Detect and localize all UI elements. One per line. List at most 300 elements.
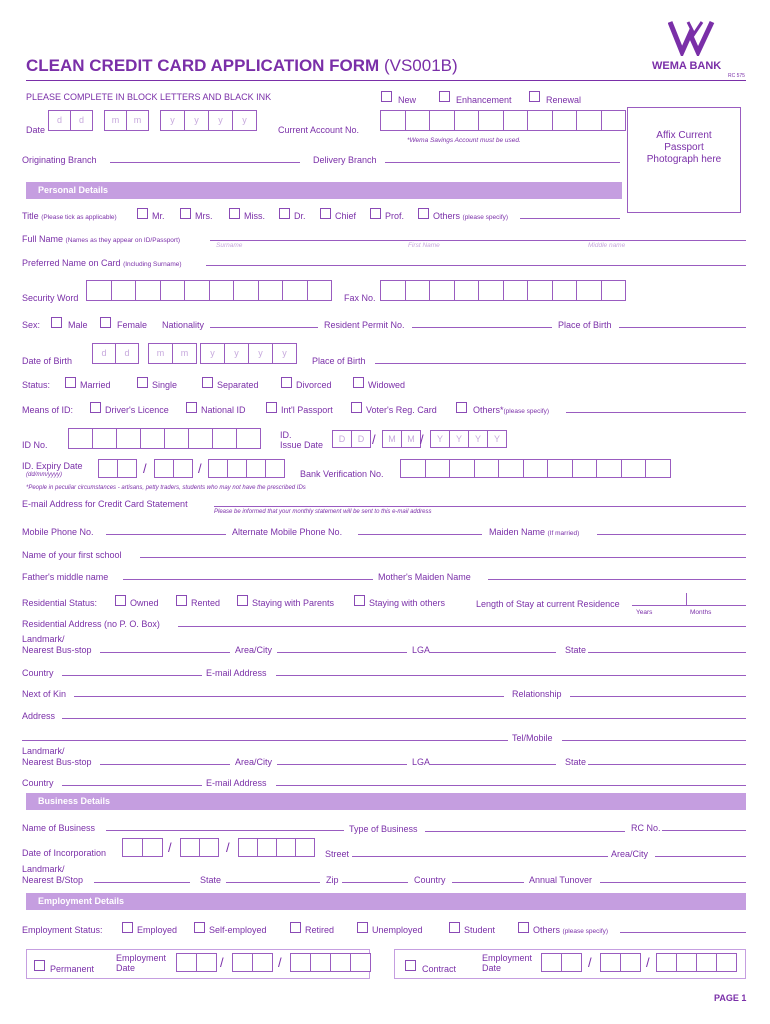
emp-others-label: Others (please specify) xyxy=(533,925,609,935)
title-others-field[interactable] xyxy=(520,218,620,219)
business-details-header: Business Details xyxy=(26,793,746,810)
residential-staying-with-parents-checkbox[interactable] xyxy=(237,595,248,606)
input-cell[interactable] xyxy=(620,953,641,972)
rc-label: RC No. xyxy=(631,823,661,833)
res-address-field[interactable] xyxy=(178,626,746,627)
means-id-label: Means of ID: xyxy=(22,405,74,415)
email-statement-field[interactable] xyxy=(214,506,746,507)
title-chief-checkbox[interactable] xyxy=(320,208,331,219)
new-checkbox[interactable] xyxy=(381,91,392,102)
status-option-label: Married xyxy=(80,380,111,390)
permanent-label: Permanent xyxy=(50,964,95,974)
employment-status-label: Employment Status: xyxy=(22,925,103,935)
input-cell[interactable] xyxy=(601,280,627,301)
bank-name: WEMA BANK xyxy=(652,60,722,72)
input-cell[interactable] xyxy=(258,280,284,301)
next-of-kin-label: Next of Kin xyxy=(22,689,67,699)
input-cell[interactable]: M xyxy=(401,430,421,448)
input-cell[interactable] xyxy=(330,953,351,972)
preferred-name-field[interactable] xyxy=(206,265,746,266)
date-separator: / xyxy=(168,840,172,855)
input-cell[interactable] xyxy=(596,459,622,478)
school-field[interactable] xyxy=(140,557,746,558)
date-label: Date xyxy=(26,125,46,135)
title-option-label: Miss. xyxy=(244,211,265,221)
people-note: *People in peculiar circumstances - artisans, petty traders, students who may not have the prescribed IDs xyxy=(26,485,306,491)
title-prof-checkbox[interactable] xyxy=(370,208,381,219)
input-cell[interactable]: m xyxy=(148,343,173,364)
email-field-1[interactable] xyxy=(276,675,746,676)
state-label-2: State xyxy=(565,757,587,767)
input-cell[interactable]: m xyxy=(126,110,149,131)
bank-rc: RC 575 xyxy=(728,73,745,79)
landmark-label-4: Nearest Bus-stop xyxy=(22,757,92,767)
title-option-label: Mr. xyxy=(152,211,165,221)
maiden-field[interactable] xyxy=(597,534,746,535)
length-stay-label: Length of Stay at current Residence xyxy=(476,599,620,609)
input-cell[interactable] xyxy=(425,459,451,478)
delivery-branch-field[interactable] xyxy=(385,162,620,163)
perm-emp-date-label-2: Date xyxy=(116,963,136,973)
input-cell[interactable] xyxy=(454,280,480,301)
input-cell[interactable] xyxy=(552,110,578,131)
tel-field[interactable] xyxy=(562,740,746,741)
lga-field-1[interactable] xyxy=(430,652,556,653)
years-label: Years xyxy=(636,609,653,616)
originating-branch-field[interactable] xyxy=(110,162,300,163)
input-cell[interactable] xyxy=(276,838,296,857)
input-cell[interactable] xyxy=(209,280,235,301)
date-separator: / xyxy=(372,432,376,447)
date-separator: / xyxy=(226,840,230,855)
first-name-hint: First Name xyxy=(408,242,440,249)
business-area-city-field[interactable] xyxy=(655,856,746,857)
page-title: CLEAN CREDIT CARD APPLICATION FORM (VS001B) xyxy=(26,56,458,75)
input-cell[interactable] xyxy=(527,110,553,131)
input-cell[interactable] xyxy=(523,459,549,478)
title-option-label: Prof. xyxy=(385,211,405,221)
input-cell[interactable]: d xyxy=(48,110,71,131)
input-cell[interactable] xyxy=(135,280,161,301)
input-cell[interactable] xyxy=(503,280,529,301)
landmark-field-2[interactable] xyxy=(100,764,230,765)
id-option-label: National ID xyxy=(201,405,246,415)
business-state-field[interactable] xyxy=(226,882,320,883)
emp-others-checkbox[interactable] xyxy=(518,922,529,933)
input-cell[interactable] xyxy=(140,428,165,449)
resident-permit-label: Resident Permit No. xyxy=(324,320,405,330)
input-cell[interactable]: y xyxy=(224,343,249,364)
input-cell[interactable]: M xyxy=(382,430,402,448)
input-cell[interactable] xyxy=(176,953,197,972)
date-separator: / xyxy=(278,955,282,970)
area-city-label-2: Area/City xyxy=(235,757,273,767)
input-cell[interactable] xyxy=(645,459,671,478)
id-option-label: Driver's Licence xyxy=(105,405,169,415)
email-field-2[interactable] xyxy=(276,785,746,786)
security-word-label: Security Word xyxy=(22,293,79,303)
employment-option-label: Employed xyxy=(137,925,178,935)
title-option-label: Chief xyxy=(335,211,357,221)
status-widowed-checkbox[interactable] xyxy=(353,377,364,388)
turnover-field[interactable] xyxy=(600,882,746,883)
id-voter-s-reg-card-checkbox[interactable] xyxy=(351,402,362,413)
input-cell[interactable] xyxy=(116,428,141,449)
id-expiry-label: ID. Expiry Date xyxy=(22,461,83,471)
enhancement-label: Enhancement xyxy=(456,95,512,105)
input-cell[interactable] xyxy=(122,838,143,857)
employment-option-label: Student xyxy=(464,925,496,935)
business-name-field[interactable] xyxy=(106,830,344,831)
residential-rented-checkbox[interactable] xyxy=(176,595,187,606)
wema-logo-icon xyxy=(668,18,720,56)
input-cell[interactable] xyxy=(600,953,621,972)
title-dr-checkbox[interactable] xyxy=(279,208,290,219)
employment-option-label: Self-employed xyxy=(209,925,267,935)
input-cell[interactable] xyxy=(290,953,311,972)
length-stay-field[interactable] xyxy=(632,605,746,606)
school-label: Name of your first school xyxy=(22,550,122,560)
residential-staying-with-others-checkbox[interactable] xyxy=(354,595,365,606)
input-cell[interactable] xyxy=(86,280,112,301)
address-label: Address xyxy=(22,711,56,721)
input-cell[interactable] xyxy=(236,428,261,449)
business-landmark-label-2: Nearest B/Stop xyxy=(22,875,84,885)
input-cell[interactable] xyxy=(552,280,578,301)
id-national-id-checkbox[interactable] xyxy=(186,402,197,413)
id-no-label: ID No. xyxy=(22,440,48,450)
input-cell[interactable] xyxy=(527,280,553,301)
date-separator: / xyxy=(646,955,650,970)
input-cell[interactable] xyxy=(576,110,602,131)
id-driver-s-licence-checkbox[interactable] xyxy=(90,402,101,413)
street-field[interactable] xyxy=(352,856,608,857)
status-single-checkbox[interactable] xyxy=(137,377,148,388)
input-cell[interactable] xyxy=(246,459,266,478)
tel-label: Tel/Mobile xyxy=(512,733,553,743)
input-cell[interactable]: y xyxy=(272,343,297,364)
residential-owned-checkbox[interactable] xyxy=(115,595,126,606)
alt-mobile-field[interactable] xyxy=(358,534,482,535)
input-cell[interactable] xyxy=(561,953,582,972)
input-cell[interactable]: y xyxy=(200,343,225,364)
business-type-field[interactable] xyxy=(425,831,625,832)
status-label: Status: xyxy=(22,380,51,390)
id-expiry-format: (dd/mm/yyyy) xyxy=(26,472,62,478)
account-note: *Wema Savings Account must be used. xyxy=(407,137,521,144)
place-of-birth-field-2[interactable] xyxy=(375,363,746,364)
input-cell[interactable] xyxy=(449,459,475,478)
input-cell[interactable]: m xyxy=(104,110,127,131)
status-option-label: Separated xyxy=(217,380,259,390)
employment-self-employed-checkbox[interactable] xyxy=(194,922,205,933)
state-label-1: State xyxy=(565,645,587,655)
input-cell[interactable] xyxy=(142,838,163,857)
input-cell[interactable]: Y xyxy=(449,430,469,448)
input-cell[interactable] xyxy=(454,110,480,131)
res-address-label: Residential Address (no P. O. Box) xyxy=(22,619,160,629)
place-of-birth-label-2: Place of Birth xyxy=(312,356,366,366)
area-city-field-1[interactable] xyxy=(277,652,407,653)
contract-emp-date-label-1: Employment xyxy=(482,953,533,963)
input-cell[interactable] xyxy=(199,838,219,857)
employment-option-label: Unemployed xyxy=(372,925,423,935)
input-cell[interactable] xyxy=(160,280,186,301)
delivery-branch-label: Delivery Branch xyxy=(313,155,377,165)
date-separator: / xyxy=(588,955,592,970)
female-label: Female xyxy=(117,320,148,330)
father-label: Father's middle name xyxy=(22,572,109,582)
input-cell[interactable] xyxy=(310,953,331,972)
input-cell[interactable] xyxy=(117,459,137,478)
current-account-label: Current Account No. xyxy=(278,125,360,135)
fax-label: Fax No. xyxy=(344,293,376,303)
instruction: PLEASE COMPLETE IN BLOCK LETTERS AND BLACK INK xyxy=(26,92,272,102)
business-country-label: Country xyxy=(414,875,446,885)
sex-label: Sex: xyxy=(22,320,41,330)
id-int-l-passport-checkbox[interactable] xyxy=(266,402,277,413)
employment-employed-checkbox[interactable] xyxy=(122,922,133,933)
status-option-label: Widowed xyxy=(368,380,406,390)
place-of-birth-field-1[interactable] xyxy=(619,327,746,328)
input-cell[interactable] xyxy=(676,953,697,972)
input-cell[interactable] xyxy=(196,953,217,972)
employment-option-label: Retired xyxy=(305,925,335,935)
perm-emp-date-label-1: Employment xyxy=(116,953,167,963)
input-cell[interactable]: y xyxy=(208,110,233,131)
bvn-label: Bank Verification No. xyxy=(300,469,384,479)
area-city-field-2[interactable] xyxy=(277,764,407,765)
input-cell[interactable]: Y xyxy=(487,430,507,448)
landmark-label-2: Nearest Bus-stop xyxy=(22,645,92,655)
input-cell[interactable] xyxy=(478,280,504,301)
input-cell[interactable]: d xyxy=(70,110,93,131)
input-cell[interactable] xyxy=(173,459,193,478)
input-cell[interactable] xyxy=(180,838,200,857)
resident-permit-field[interactable] xyxy=(412,327,552,328)
input-cell[interactable] xyxy=(380,280,406,301)
id-others-checkbox[interactable] xyxy=(456,402,467,413)
country-field-2[interactable] xyxy=(62,785,202,786)
input-cell[interactable] xyxy=(429,280,455,301)
input-cell[interactable] xyxy=(92,428,117,449)
input-cell[interactable] xyxy=(716,953,737,972)
input-cell[interactable] xyxy=(265,459,285,478)
status-option-label: Single xyxy=(152,380,178,390)
input-cell[interactable]: D xyxy=(332,430,352,448)
status-divorced-checkbox[interactable] xyxy=(281,377,292,388)
originating-branch-label: Originating Branch xyxy=(22,155,97,165)
date-separator: / xyxy=(420,432,424,447)
personal-details-header: Personal Details xyxy=(26,182,622,199)
input-cell[interactable] xyxy=(541,953,562,972)
input-cell[interactable] xyxy=(498,459,524,478)
input-cell[interactable] xyxy=(257,838,277,857)
residential-option-label: Staying with others xyxy=(369,598,446,608)
nationality-field[interactable] xyxy=(210,327,318,328)
relationship-label: Relationship xyxy=(512,689,562,699)
father-field[interactable] xyxy=(123,579,373,580)
input-cell[interactable]: y xyxy=(160,110,185,131)
incorporation-label: Date of Incorporation xyxy=(22,848,107,858)
relationship-field[interactable] xyxy=(570,696,746,697)
input-cell[interactable] xyxy=(233,280,259,301)
place-of-birth-label-1: Place of Birth xyxy=(558,320,612,330)
status-separated-checkbox[interactable] xyxy=(202,377,213,388)
input-cell[interactable] xyxy=(696,953,717,972)
employment-unemployed-checkbox[interactable] xyxy=(357,922,368,933)
status-married-checkbox[interactable] xyxy=(65,377,76,388)
title-option-label: Mrs. xyxy=(195,211,213,221)
permanent-checkbox[interactable] xyxy=(34,960,45,971)
male-label: Male xyxy=(68,320,88,330)
input-cell[interactable] xyxy=(68,428,93,449)
status-option-label: Divorced xyxy=(296,380,332,390)
renewal-checkbox[interactable] xyxy=(529,91,540,102)
employment-retired-checkbox[interactable] xyxy=(290,922,301,933)
title-miss-checkbox[interactable] xyxy=(229,208,240,219)
title-mrs-checkbox[interactable] xyxy=(180,208,191,219)
input-cell[interactable] xyxy=(184,280,210,301)
input-cell[interactable]: y xyxy=(248,343,273,364)
renewal-label: Renewal xyxy=(546,95,582,105)
zip-field[interactable] xyxy=(342,882,408,883)
input-cell[interactable] xyxy=(656,953,677,972)
input-cell[interactable] xyxy=(350,953,371,972)
contract-label: Contract xyxy=(422,964,457,974)
input-cell[interactable] xyxy=(227,459,247,478)
preferred-name-label: Preferred Name on Card (Including Surname) xyxy=(22,258,182,268)
input-cell[interactable] xyxy=(98,459,118,478)
input-cell[interactable] xyxy=(621,459,647,478)
input-cell[interactable] xyxy=(212,428,237,449)
lga-field-2[interactable] xyxy=(430,764,556,765)
email-label-1: E-mail Address xyxy=(206,668,267,678)
input-cell[interactable] xyxy=(478,110,504,131)
male-checkbox[interactable] xyxy=(51,317,62,328)
next-of-kin-field[interactable] xyxy=(74,696,504,697)
landmark-field-1[interactable] xyxy=(100,652,230,653)
input-cell[interactable] xyxy=(572,459,598,478)
business-landmark-label-1: Landmark/ xyxy=(22,864,65,874)
title-option-label: Dr. xyxy=(294,211,306,221)
input-cell[interactable] xyxy=(164,428,189,449)
employment-details-header: Employment Details xyxy=(26,893,746,910)
input-cell[interactable] xyxy=(307,280,333,301)
surname-hint: Surname xyxy=(216,242,243,249)
mobile-field[interactable] xyxy=(106,534,226,535)
title-mr-checkbox[interactable] xyxy=(137,208,148,219)
id-others-field[interactable] xyxy=(566,412,746,413)
input-cell[interactable] xyxy=(295,838,315,857)
input-cell[interactable]: Y xyxy=(468,430,488,448)
input-cell[interactable]: y xyxy=(232,110,257,131)
middle-name-hint: Middle name xyxy=(588,242,626,249)
business-state-label: State xyxy=(200,875,222,885)
input-cell[interactable] xyxy=(405,280,431,301)
area-city-label-1: Area/City xyxy=(235,645,273,655)
title-others-checkbox[interactable] xyxy=(418,208,429,219)
input-cell[interactable] xyxy=(154,459,174,478)
id-option-label: Voter's Reg. Card xyxy=(366,405,437,415)
residential-option-label: Staying with Parents xyxy=(252,598,335,608)
input-cell[interactable] xyxy=(576,280,602,301)
rc-field[interactable] xyxy=(662,830,746,831)
input-cell[interactable]: D xyxy=(351,430,371,448)
input-cell[interactable]: d xyxy=(92,343,116,364)
country-label-1: Country xyxy=(22,668,54,678)
input-cell[interactable] xyxy=(547,459,573,478)
contract-checkbox[interactable] xyxy=(405,960,416,971)
lga-label-1: LGA xyxy=(412,645,431,655)
input-cell[interactable] xyxy=(208,459,228,478)
emp-others-field[interactable] xyxy=(620,932,746,933)
title-label: Title (Please tick as applicable) xyxy=(22,211,117,221)
maiden-label: Maiden Name (If married) xyxy=(489,527,580,537)
input-cell[interactable] xyxy=(400,459,426,478)
input-cell[interactable] xyxy=(405,110,431,131)
business-landmark-field[interactable] xyxy=(94,882,190,883)
business-country-field[interactable] xyxy=(452,882,524,883)
input-cell[interactable]: Y xyxy=(430,430,450,448)
input-cell[interactable] xyxy=(429,110,455,131)
business-name-label: Name of Business xyxy=(22,823,96,833)
id-issue-label-2: Issue Date xyxy=(280,440,324,450)
residential-option-label: Rented xyxy=(191,598,221,608)
employment-student-checkbox[interactable] xyxy=(449,922,460,933)
state-field-1[interactable] xyxy=(588,652,746,653)
country-field-1[interactable] xyxy=(62,675,202,676)
input-cell[interactable] xyxy=(282,280,308,301)
id-others-label: Others*(please specify) xyxy=(473,405,550,415)
state-field-2[interactable] xyxy=(588,764,746,765)
email-statement-label: E-mail Address for Credit Card Statement xyxy=(22,499,188,509)
email-note: Please be informed that your monthly statement will be sent to this e-mail address xyxy=(214,509,432,515)
date-separator: / xyxy=(143,461,147,476)
lga-label-2: LGA xyxy=(412,757,431,767)
address-field-1[interactable] xyxy=(62,718,746,719)
photo-label: Affix Current Passport Photograph here xyxy=(646,130,722,165)
input-cell[interactable] xyxy=(474,459,500,478)
title-others-label: Others (please specify) xyxy=(433,211,509,221)
full-name-field[interactable] xyxy=(210,240,746,241)
email-label-2: E-mail Address xyxy=(206,778,267,788)
business-area-city-label: Area/City xyxy=(611,849,649,859)
input-cell[interactable] xyxy=(503,110,529,131)
nationality-label: Nationality xyxy=(162,320,205,330)
address-field-2[interactable] xyxy=(22,740,508,741)
input-cell[interactable] xyxy=(232,953,253,972)
input-cell[interactable] xyxy=(380,110,406,131)
input-cell[interactable]: y xyxy=(184,110,209,131)
enhancement-checkbox[interactable] xyxy=(439,91,450,102)
landmark-label-1: Landmark/ xyxy=(22,634,65,644)
input-cell[interactable] xyxy=(601,110,627,131)
input-cell[interactable] xyxy=(111,280,137,301)
input-cell[interactable] xyxy=(188,428,213,449)
mother-field[interactable] xyxy=(488,579,746,580)
input-cell[interactable]: m xyxy=(172,343,197,364)
input-cell[interactable] xyxy=(238,838,258,857)
country-label-2: Country xyxy=(22,778,54,788)
zip-label: Zip xyxy=(326,875,339,885)
input-cell[interactable]: d xyxy=(115,343,139,364)
date-separator: / xyxy=(220,955,224,970)
mother-label: Mother's Maiden Name xyxy=(378,572,471,582)
female-checkbox[interactable] xyxy=(100,317,111,328)
residential-option-label: Owned xyxy=(130,598,159,608)
input-cell[interactable] xyxy=(252,953,273,972)
